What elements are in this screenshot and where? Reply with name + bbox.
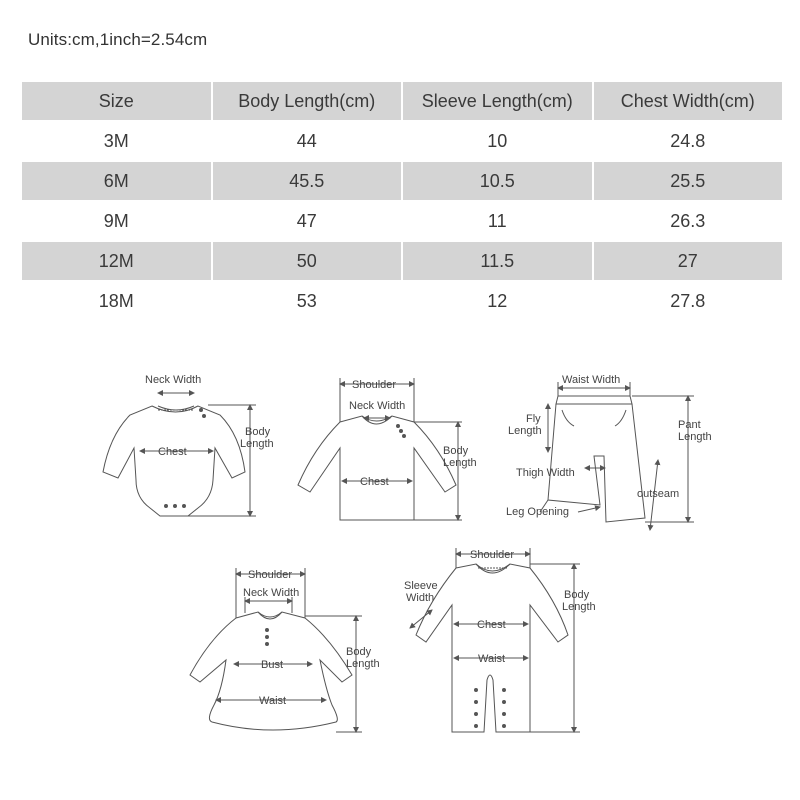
label-body-length-2: Length <box>443 457 477 469</box>
size-chart-table <box>20 80 784 321</box>
label-bust: Bust <box>261 659 284 671</box>
romper-diagram <box>410 548 580 732</box>
table-header-row <box>21 81 783 121</box>
cell-chest-width: 27.8 <box>593 281 784 321</box>
label-body-length-2: Length <box>562 601 596 613</box>
label-waist: Waist <box>259 695 287 707</box>
label-leg-opening: Leg Opening <box>506 506 569 518</box>
cell-sleeve-length: 10 <box>402 121 593 161</box>
table-row <box>21 241 783 281</box>
label-neck-width: Neck Width <box>349 400 406 412</box>
bodysuit-labels <box>145 374 274 458</box>
label-body-length-2: Length <box>346 658 380 670</box>
cell-sleeve-length: 10.5 <box>402 161 593 201</box>
table-row <box>21 161 783 201</box>
table-row <box>21 281 783 321</box>
label-body-length-1: Body <box>564 589 590 601</box>
label-chest: Chest <box>477 619 506 631</box>
cell-size: 3M <box>21 121 212 161</box>
header-chest-width: Chest Width(cm) <box>593 81 784 121</box>
label-fly-length-1: Fly <box>526 413 541 425</box>
label-body-length-1: Body <box>245 426 271 438</box>
label-body-length-2: Length <box>240 438 274 450</box>
label-sleeve-width-1: Sleeve <box>404 580 438 592</box>
romper-labels <box>404 549 596 665</box>
cell-body-length: 47 <box>212 201 403 241</box>
cell-size: 12M <box>21 241 212 281</box>
label-pant-length-2: Length <box>678 431 712 443</box>
label-chest: Chest <box>360 476 389 488</box>
cell-sleeve-length: 11.5 <box>402 241 593 281</box>
dress-labels <box>243 569 380 707</box>
label-body-length-1: Body <box>443 445 469 457</box>
label-fly-length-2: Length <box>508 425 542 437</box>
table-row <box>21 121 783 161</box>
label-neck-width: Neck Width <box>243 587 300 599</box>
label-shoulder: Shoulder <box>470 549 515 561</box>
cell-sleeve-length: 12 <box>402 281 593 321</box>
cell-chest-width: 25.5 <box>593 161 784 201</box>
cell-body-length: 45.5 <box>212 161 403 201</box>
label-chest: Chest <box>158 446 187 458</box>
measurement-diagrams <box>0 360 800 800</box>
units-note: Units:cm,1inch=2.54cm <box>28 30 208 49</box>
label-neck-width: Neck Width <box>145 374 202 386</box>
cell-chest-width: 24.8 <box>593 121 784 161</box>
label-body-length-1: Body <box>346 646 372 658</box>
label-pant-length-1: Pant <box>678 419 701 431</box>
table-row <box>21 201 783 241</box>
cell-sleeve-length: 11 <box>402 201 593 241</box>
cell-body-length: 50 <box>212 241 403 281</box>
cell-chest-width: 26.3 <box>593 201 784 241</box>
header-sleeve-length: Sleeve Length(cm) <box>402 81 593 121</box>
label-thigh-width: Thigh Width <box>516 467 575 479</box>
label-outseam: outseam <box>637 488 680 500</box>
cell-size: 9M <box>21 201 212 241</box>
cell-size: 6M <box>21 161 212 201</box>
cell-size: 18M <box>21 281 212 321</box>
cell-chest-width: 27 <box>593 241 784 281</box>
cell-body-length: 53 <box>212 281 403 321</box>
cell-body-length: 44 <box>212 121 403 161</box>
label-shoulder: Shoulder <box>352 379 397 391</box>
label-waist: Waist <box>478 653 506 665</box>
header-size: Size <box>21 81 212 121</box>
label-waist-width: Waist Width <box>562 374 621 386</box>
header-body-length: Body Length(cm) <box>212 81 403 121</box>
label-sleeve-width-2: Width <box>406 592 435 604</box>
label-shoulder: Shoulder <box>248 569 293 581</box>
